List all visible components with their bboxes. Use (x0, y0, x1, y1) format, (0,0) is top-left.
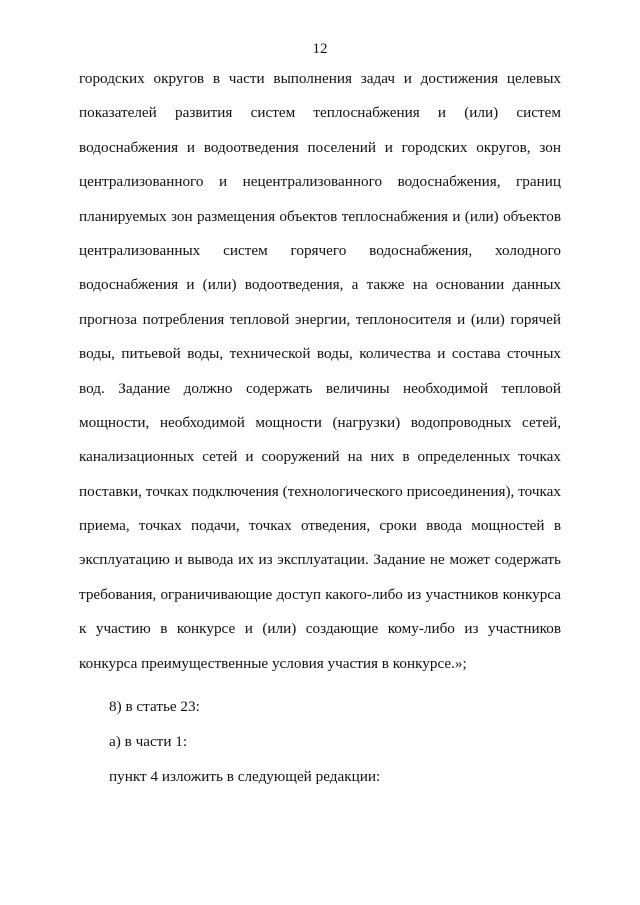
text-line: вод. Задание должно содержать величины необходимой тепловой (79, 379, 561, 397)
text-line: приема, точках подачи, точках отведения, сроки ввода мощностей в (79, 517, 561, 535)
text-line: водоснабжения и водоотведения поселений и городских округов, зон (79, 138, 561, 156)
text-line: к участию в конкурсе и (или) создающие кому-либо из участников (79, 620, 561, 638)
text-line: планируемых зон размещения объектов теплоснабжения и (или) объектов (79, 207, 561, 225)
text-line: централизованного и нецентрализованного водоснабжения, границ (79, 173, 561, 191)
text-line: водоснабжения и (или) водоотведения, а также на основании данных (79, 276, 561, 294)
paragraph-item-4: пункт 4 изложить в следующей редакции: (109, 768, 381, 785)
page-number: 12 (312, 41, 328, 57)
paragraph-article-23: 8) в статье 23: (109, 698, 200, 715)
text-line: требования, ограничивающие доступ какого-либо из участников конкурса (79, 585, 561, 603)
text-line: городских округов в части выполнения задач и достижения целевых (79, 70, 561, 87)
text-line: мощности, необходимой мощности (нагрузки) водопроводных сетей, (79, 413, 561, 431)
text-line: канализационных сетей и сооружений на них в определенных точках (79, 448, 561, 466)
body-text-block (79, 62, 561, 681)
text-line: показателей развития систем теплоснабжения и (или) систем (79, 104, 561, 122)
text-line: прогноза потребления тепловой энергии, теплоносителя и (или) горячей (79, 310, 561, 328)
text-line: воды, питьевой воды, технической воды, количества и состава сточных (79, 345, 561, 363)
text-line: централизованных систем горячего водоснабжения, холодного (79, 241, 561, 259)
text-line-last: конкурса преимущественные условия участия в конкурсе.»; (79, 654, 467, 672)
text-line: поставки, точках подключения (технологического присоединения), точках (79, 482, 561, 500)
paragraph-part-1: а) в части 1: (109, 733, 188, 750)
text-line: эксплуатацию и вывода их из эксплуатации. Задание не может содержать (79, 551, 561, 569)
